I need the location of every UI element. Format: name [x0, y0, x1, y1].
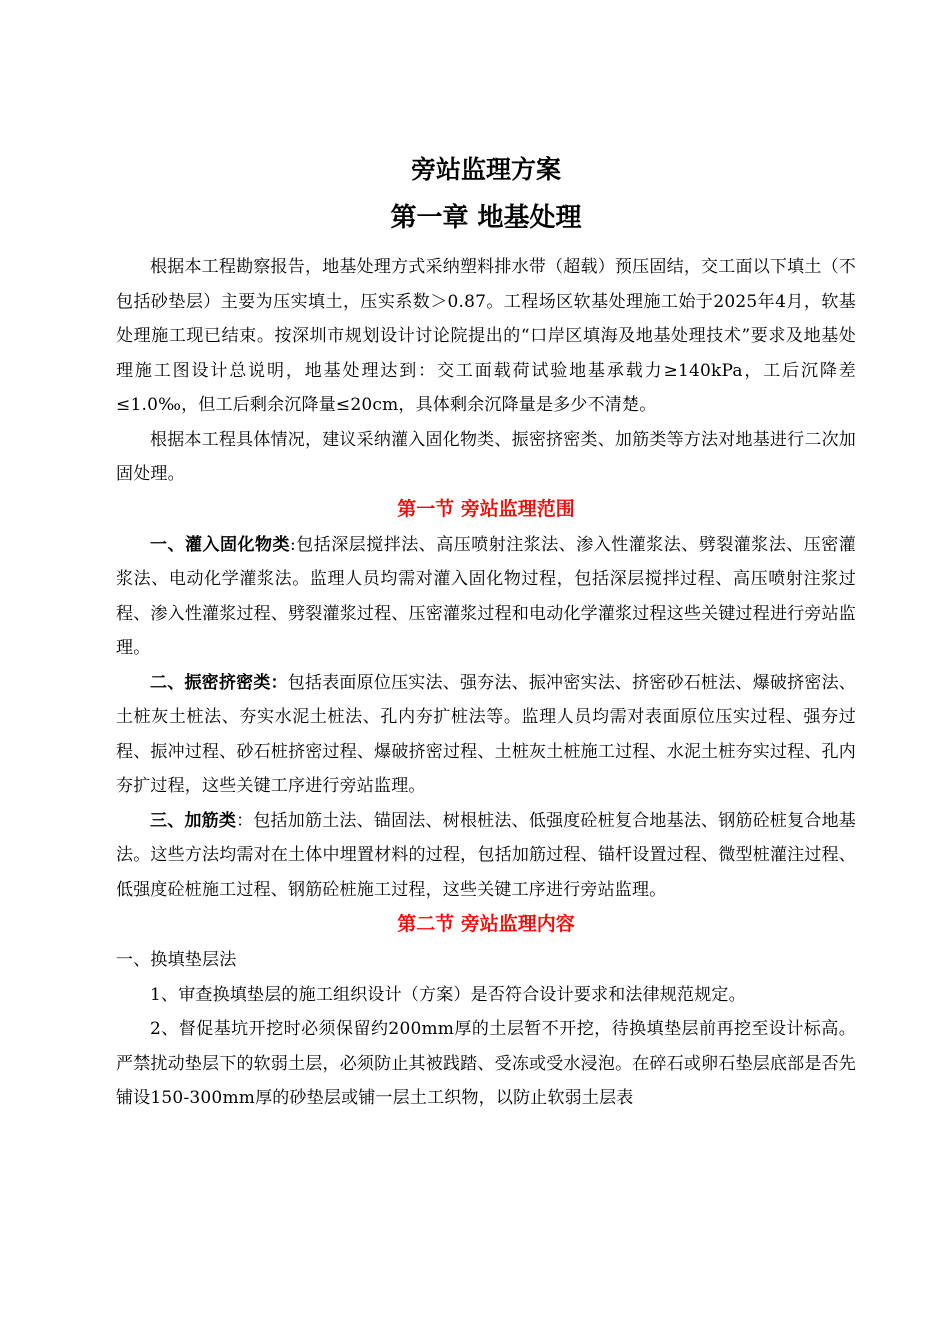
content-paragraph: 1、审查换填垫层的施工组织设计（方案）是否符合设计要求和法律规范规定。	[150, 984, 746, 1005]
scope-item-text: 包括表面原位压实法、强夯法、振冲密实法、挤密砂石桩法、爆破挤密法、土桩灰土桩法、夯实水泥土桩法、孔内夯扩桩法等。监理人员均需对表面原位压实过程、强夯过程、振冲过程、砂石桩挤密过程、爆破挤密过程、土桩灰土桩施工过程、水泥土桩夯实过程、孔内夯扩过程，这些关键工序进行旁站监理。	[116, 672, 856, 796]
content-paragraph: 2、督促基坑开挖时必须保留约200mm厚的土层暂不开挖，待换填垫层前再挖至设计标高。严禁扰动垫层下的软弱土层，必须防止其被践踏、受冻或受水浸泡。在碎石或卵石垫层底部是否先铺设150-300mm厚的砂垫层或铺一层土工织物，以防止软弱土层表	[116, 1019, 856, 1108]
scope-item-lead: 一、灌入固化物类	[150, 534, 291, 555]
scope-item-text: :包括深层搅拌法、高压喷射注浆法、渗入性灌浆法、劈裂灌浆法、压密灌浆法、电动化学灌浆法。监理人员均需对灌入固化物过程，包括深层搅拌过程、高压喷射注浆过程、渗入性灌浆过程、劈裂灌浆过程、压密灌浆过程和电动化学灌浆过程这些关键过程进行旁站监理。	[116, 534, 856, 658]
chapter-title: 第一章 地基处理	[390, 203, 582, 233]
section-title: 第二节 旁站监理内容	[397, 913, 575, 935]
scope-item	[116, 528, 856, 666]
intro-paragraph: 根据本工程具体情况，建议采纳灌入固化物类、振密挤密类、加筋类等方法对地基进行二次加固处理。	[116, 429, 856, 484]
document-page	[116, 150, 856, 1116]
section-title: 第一节 旁站监理范围	[397, 497, 575, 520]
scope-item	[116, 666, 856, 804]
scope-item	[116, 804, 856, 908]
subheading: 一、换填垫层法	[116, 950, 237, 970]
scope-item-lead: 三、加筋类	[150, 810, 237, 831]
scope-item-text: ：包括加筋土法、锚固法、树根桩法、低强度砼桩复合地基法、钢筋砼桩复合地基法。这些方法均需对在土体中埋置材料的过程，包括加筋过程、锚杆设置过程、微型桩灌注过程、低强度砼桩施工过程、钢筋砼桩施工过程，这些关键工序进行旁站监理。	[116, 810, 857, 900]
scope-item-lead: 二、振密挤密类：	[150, 672, 288, 693]
intro-paragraph: 根据本工程勘察报告，地基处理方式采纳塑料排水带（超载）预压固结，交工面以下填土（不包括砂垫层）主要为压实填土，压实系数＞0.87。工程场区软基处理施工始于2025年4月，软基处理施工现已结束。按深圳市规划设计讨论院提出的“口岸区填海及地基处理技术”要求及地基处理施工图设计总说明，地基处理达到：交工面载荷试验地基承载力≥140kPa，工后沉降差≤1.0‰，但工后剩余沉降量≤20cm，具体剩余沉降量是多少不清楚。	[116, 257, 856, 415]
document-title: 旁站监理方案	[410, 155, 561, 184]
